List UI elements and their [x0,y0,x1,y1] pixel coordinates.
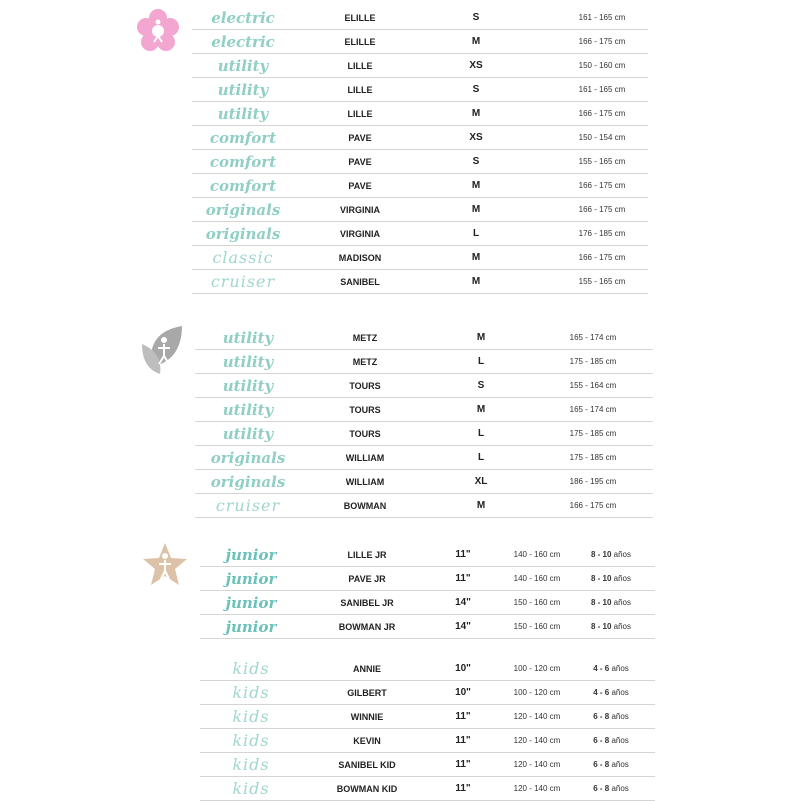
category-logo: cruiser [210,272,276,291]
rider-height: 100 - 120 cm [513,688,561,697]
model-name: LILLE JR [347,550,387,560]
table-row [0,126,800,150]
model-name: WILLIAM [345,477,385,487]
frame-size: M [471,108,481,119]
age-range [577,567,645,591]
table-row [0,102,800,126]
rider-height: 175 - 185 cm [569,453,617,462]
frame-size: S [472,84,480,95]
model-name: LILLE [347,109,373,119]
rider-height: 150 - 154 cm [578,133,626,142]
category-logo: junior [225,570,277,588]
age-range-unit: años [611,760,629,769]
rider-height: 165 - 174 cm [569,333,617,342]
frame-size: M [471,252,481,263]
rider-height: 120 - 140 cm [513,760,561,769]
model-name: SANIBEL KID [338,760,396,770]
age-range [577,753,645,777]
model-name: PAVE [348,133,372,143]
model-name: VIRGINIA [339,229,380,239]
category-logo: junior [225,618,277,636]
category-logo: comfort [209,129,277,147]
model-name: BOWMAN [343,501,387,511]
rider-height: 155 - 165 cm [578,157,626,166]
age-range-number: 8 - 10 [590,622,614,631]
frame-size: L [477,428,485,439]
frame-size: XS [469,60,483,71]
model-name: WINNIE [350,712,384,722]
category-logo: utility [222,353,274,371]
frame-size: XL [474,476,488,487]
age-range [577,681,645,705]
frame-size: L [477,452,485,463]
rider-height: 155 - 165 cm [578,277,626,286]
table-row [0,270,800,294]
wheel-size: 11" [455,735,471,746]
category-logo: utility [222,425,274,443]
category-logo: utility [217,81,269,99]
model-name: BOWMAN KID [336,784,398,794]
model-name: TOURS [349,405,381,415]
rider-height: 120 - 140 cm [513,784,561,793]
category-logo: utility [217,105,269,123]
category-logo: kids [232,779,270,798]
model-name: ANNIE [352,664,381,674]
frame-size: M [471,204,481,215]
age-range-unit: años [611,736,629,745]
wheel-size: 11" [455,549,471,560]
age-range [577,543,645,567]
age-range-unit: años [613,550,632,559]
frame-size: M [471,180,481,191]
rider-height: 166 - 175 cm [578,37,626,46]
rider-height: 150 - 160 cm [578,61,626,70]
table-row [0,777,800,801]
age-range-number: 6 - 8 [593,760,612,769]
category-logo: electric [211,9,275,27]
model-name: TOURS [349,429,381,439]
model-name: PAVE [348,181,372,191]
age-range [577,657,645,681]
age-range [577,591,645,615]
frame-size: M [471,276,481,287]
table-row [0,246,800,270]
model-name: GILBERT [347,688,387,698]
model-name: ELILLE [344,13,376,23]
rider-height: 140 - 160 cm [513,550,561,559]
age-range-unit: años [613,598,632,607]
age-range-unit: años [613,622,632,631]
model-name: MADISON [338,253,382,263]
category-logo: comfort [209,177,277,195]
model-name: PAVE [348,157,372,167]
category-logo: junior [225,546,277,564]
category-logo: cruiser [215,496,281,515]
rider-height: 186 - 195 cm [569,477,617,486]
table-row [0,446,800,470]
table-row [0,150,800,174]
table-row [0,615,800,639]
category-logo: originals [210,473,286,491]
category-logo: kids [232,707,270,726]
rider-height: 155 - 164 cm [569,381,617,390]
rider-height: 161 - 165 cm [578,13,626,22]
rider-height: 100 - 120 cm [513,664,561,673]
frame-size: S [477,380,485,391]
model-name: METZ [352,357,378,367]
table-row [0,198,800,222]
table-row [0,657,800,681]
table-row [0,30,800,54]
category-logo: kids [232,731,270,750]
rider-height: 150 - 160 cm [513,598,561,607]
model-name: VIRGINIA [339,205,380,215]
model-name: SANIBEL JR [340,598,394,608]
rider-height: 161 - 165 cm [578,85,626,94]
table-row [0,222,800,246]
category-logo: originals [205,225,281,243]
wheel-size: 11" [455,573,471,584]
table-row [0,591,800,615]
model-name: LILLE [347,85,373,95]
age-range [577,615,645,639]
wheel-size: 10" [455,663,471,674]
category-logo: comfort [209,153,277,171]
table-row [0,470,800,494]
wheel-size: 11" [455,783,471,794]
rider-height: 175 - 185 cm [569,357,617,366]
frame-size: S [472,156,480,167]
model-name: WILLIAM [345,453,385,463]
model-name: KEVIN [353,736,381,746]
frame-size: M [476,332,486,343]
model-name: METZ [352,333,378,343]
frame-size: M [476,404,486,415]
frame-size: M [476,500,486,511]
rider-height: 120 - 140 cm [513,736,561,745]
rider-height: 165 - 174 cm [569,405,617,414]
frame-size: M [471,36,481,47]
category-logo: originals [210,449,286,467]
rider-height: 166 - 175 cm [578,181,626,190]
table-row [0,350,800,374]
model-name: PAVE JR [348,574,386,584]
age-range-number: 8 - 10 [590,574,614,583]
table-row [0,681,800,705]
rider-height: 140 - 160 cm [513,574,561,583]
table-row [0,54,800,78]
age-range-unit: años [613,574,632,583]
model-name: LILLE [347,61,373,71]
table-row [0,567,800,591]
age-range-unit: años [611,712,629,721]
age-range-number: 6 - 8 [593,712,612,721]
table-row [0,374,800,398]
age-range [577,729,645,753]
frame-size: L [472,228,480,239]
category-logo: electric [211,33,275,51]
frame-size: XS [469,132,483,143]
table-row [0,705,800,729]
age-range-number: 4 - 6 [593,688,612,697]
category-logo: kids [232,755,270,774]
model-name: SANIBEL [340,277,380,287]
table-row [0,753,800,777]
category-logo: originals [205,201,281,219]
table-row [0,494,800,518]
age-range-number: 8 - 10 [590,598,614,607]
category-logo: junior [225,594,277,612]
rider-height: 166 - 175 cm [569,501,617,510]
wheel-size: 11" [455,759,471,770]
wheel-size: 11" [455,711,471,722]
table-row [0,174,800,198]
category-logo: utility [222,329,274,347]
table-row [0,543,800,567]
frame-size: S [472,12,480,23]
table-row [0,326,800,350]
wheel-size: 14" [455,597,471,608]
wheel-size: 14" [455,621,471,632]
age-range-unit: años [611,688,629,697]
age-range-number: 8 - 10 [590,550,614,559]
rider-height: 166 - 175 cm [578,253,626,262]
rider-height: 176 - 185 cm [578,229,626,238]
model-name: TOURS [349,381,381,391]
age-range-number: 6 - 8 [593,736,612,745]
model-name: ELILLE [344,37,376,47]
category-logo: utility [217,57,269,75]
category-logo: utility [222,377,274,395]
rider-height: 166 - 175 cm [578,109,626,118]
category-logo: classic [212,248,274,267]
age-range-number: 6 - 8 [593,784,612,793]
rider-height: 150 - 160 cm [513,622,561,631]
table-row [0,6,800,30]
rider-height: 166 - 175 cm [578,205,626,214]
table-row [0,78,800,102]
wheel-size: 10" [455,687,471,698]
age-range-unit: años [611,784,629,793]
age-range [577,777,645,801]
age-range-unit: años [611,664,629,673]
category-logo: kids [232,683,270,702]
frame-size: L [477,356,485,367]
category-logo: utility [222,401,274,419]
table-row [0,422,800,446]
table-row [0,398,800,422]
category-logo: kids [232,659,270,678]
model-name: BOWMAN JR [338,622,396,632]
rider-height: 175 - 185 cm [569,429,617,438]
table-row [0,729,800,753]
rider-height: 120 - 140 cm [513,712,561,721]
age-range [577,705,645,729]
age-range-number: 4 - 6 [593,664,612,673]
